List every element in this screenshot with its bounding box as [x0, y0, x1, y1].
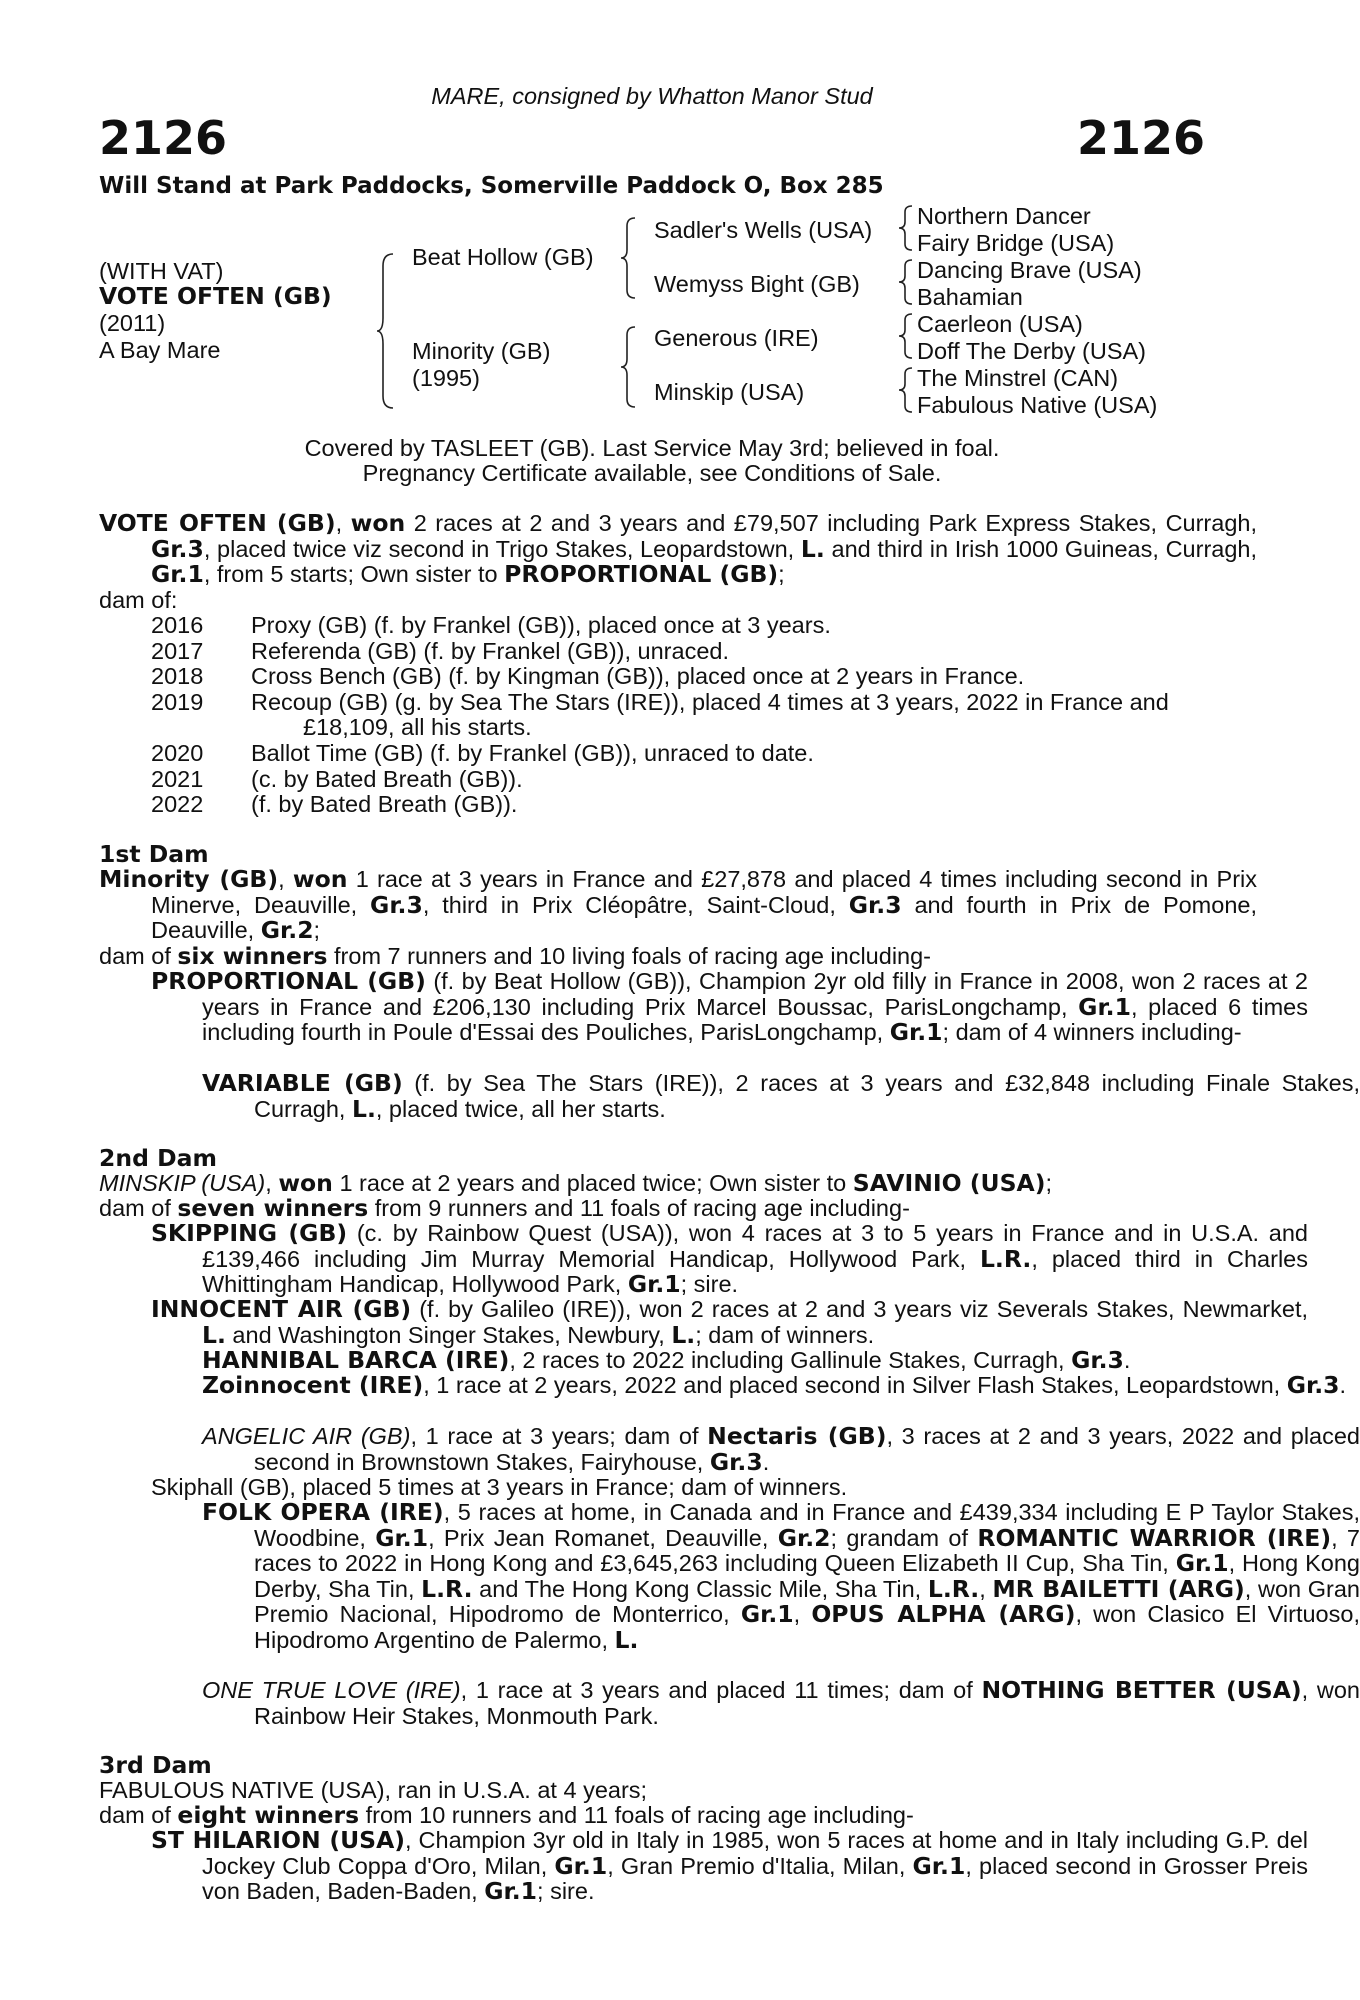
won-label: won [292, 865, 348, 893]
text: , 1 race at 3 years and placed 11 times; dam of [460, 1677, 982, 1703]
horse-name: FOLK OPERA (IRE) [202, 1498, 444, 1526]
text: ; [1045, 1170, 1053, 1196]
variable-entry [99, 1071, 1360, 1122]
grade: Gr.3 [1286, 1371, 1340, 1399]
won-label: won [350, 509, 406, 537]
text: , Champion 3yr old in Italy in 1985, won 5 races at home and in Italy including G.P. del Jockey Club Coppa d'Oro, Milan, [202, 1827, 1308, 1879]
progeny-row [151, 639, 1205, 665]
text: , placed 6 times including fourth in Poule d'Essai des Pouliches, ParisLongchamp, [202, 993, 1308, 1046]
text: 1 race at 2 years and placed twice; Own sister to [332, 1170, 853, 1196]
horse-name: ST HILARION (USA) [151, 1826, 406, 1854]
winners-count: six winners [177, 942, 328, 970]
grade: Gr.1 [1175, 1549, 1229, 1578]
dam-dam: Minskip (USA) [654, 379, 805, 405]
text: (f. by Sea The Stars (IRE)), 2 races at 3 years and £32,848 including Finale Stakes, Curragh, [254, 1070, 1360, 1122]
grade: Gr.1 [375, 1523, 429, 1552]
text: , placed third in Charles Whittingham Handicap, Hollywood Park, [202, 1245, 1308, 1298]
progeny-text: (c. by Bated Breath (GB)). [251, 765, 523, 792]
dam-sire: Generous (IRE) [654, 325, 819, 351]
zoinnocent-entry [99, 1373, 1360, 1399]
lot-year: (2011) [99, 310, 166, 336]
text: , third in Prix Cléopâtre, Saint-Cloud, [422, 891, 849, 918]
sire-name: Beat Hollow (GB) [412, 244, 594, 270]
grade: L. [202, 1320, 226, 1349]
text: and Washington Singer Stakes, Newbury, [225, 1321, 672, 1348]
text: ; grandam of [830, 1524, 978, 1551]
text: , 5 races at home, in Canada and in France and £439,334 including E P Taylor Stakes, Woodbine, [254, 1499, 1360, 1551]
horse-name: SKIPPING (GB) [151, 1219, 348, 1247]
progeny-year: 2018 [151, 663, 204, 690]
progeny-year: 2022 [151, 791, 204, 818]
lot-horse-name: VOTE OFTEN (GB) [99, 282, 332, 310]
sire-sire: Sadler's Wells (USA) [654, 217, 873, 243]
lot-number-right: 2126 [1076, 111, 1205, 165]
text: , Prix Jean Romanet, Deauville, [428, 1524, 778, 1551]
winners-count: seven winners [177, 1194, 369, 1222]
progeny-row [151, 664, 1205, 690]
progeny-row [151, 767, 1205, 793]
proportional-entry [99, 969, 1308, 1046]
text: dam of [99, 1802, 178, 1828]
horse-name: INNOCENT AIR (GB) [151, 1295, 412, 1323]
one-true-love-entry [99, 1678, 1360, 1729]
text: , placed second in Grosser Preis von Baden, Baden-Baden, [202, 1852, 1308, 1905]
text: , 1 race at 3 years; dam of [410, 1423, 708, 1449]
covered-line: Covered by TASLEET (GB). Last Service May 3rd; believed in foal. [304, 435, 1000, 461]
sire-brace [619, 216, 639, 300]
horse-name: ANGELIC AIR (GB) [202, 1423, 411, 1449]
horse-name: VARIABLE (GB) [202, 1069, 403, 1097]
grade: Gr.2 [777, 1523, 831, 1552]
text: , Gran Premio d'Italia, Milan, [607, 1852, 913, 1879]
skiphall-entry: Skiphall (GB), placed 5 times at 3 years in France; dam of winners. [151, 1474, 848, 1500]
text: and The Hong Kong Classic Mile, Sha Tin, [472, 1575, 928, 1602]
grade: Gr.3 [1071, 1346, 1124, 1374]
sire-dam: Wemyss Bight (GB) [654, 271, 860, 297]
hannibal-entry [99, 1348, 1308, 1374]
grade: Gr.1 [554, 1851, 608, 1880]
text: ; dam of winners. [695, 1321, 875, 1348]
horse-name: ROMANTIC WARRIOR (IRE) [977, 1523, 1332, 1552]
horse-name: HANNIBAL BARCA (IRE) [202, 1346, 510, 1374]
mare-text-4: , from 5 starts; Own sister to [203, 561, 505, 588]
progeny-text: (f. by Bated Breath (GB)). [251, 791, 518, 818]
vat-note: (WITH VAT) [99, 258, 224, 284]
progeny-year: 2020 [151, 739, 204, 766]
mare-paragraph: VOTE OFTEN (GB), won 2 races at 2 and 3 years and £79,507 including Park Express Stakes, Curragh, Gr.3, placed twice viz second in Trigo Stakes, Leopardstown, L. and third in Irish 1000 Guineas, Curragh, Gr.1, from 5 starts; Own sister to PROPORTIONAL (GB); [99, 509, 1258, 589]
progeny-text: Proxy (GB) (f. by Frankel (GB)), placed once at 3 years. [251, 612, 831, 638]
dam-of-label: dam of: [99, 587, 178, 613]
progeny-row [151, 741, 1205, 767]
grade: Gr.3 [709, 1447, 763, 1476]
mare-text-2: , placed twice viz second in Trigo Stakes, Leopardstown, [203, 535, 801, 562]
ddd: Fabulous Native (USA) [917, 392, 1158, 418]
second-dam-damof [99, 1196, 910, 1222]
text: from 7 runners and 10 living foals of racing age including- [327, 943, 932, 969]
first-dam-paragraph: Minority (GB), won 1 race at 3 years in France and £27,878 and placed 4 times including second in Prix Minerve, Deauville, Gr.3, third in Prix Cléopâtre, Saint-Cloud, Gr.3 and fourth in Prix de Pomone, Deauville, Gr.2; [99, 865, 1258, 945]
main-brace [375, 252, 397, 410]
text: and fourth in Prix de Pomone, Deauville, [151, 891, 1258, 944]
text: (f. by Galileo (IRE)), won 2 races at 2 and 3 years viz Severals Stakes, Newmarket, [411, 1296, 1308, 1322]
text: from 9 runners and 11 foals of racing age including- [368, 1195, 910, 1221]
text: , 3 races at 2 and 3 years, 2022 and placed second in Brownstown Stakes, Fairyhouse, [254, 1423, 1360, 1475]
text: ; sire. [680, 1271, 739, 1298]
progeny-row [151, 690, 1205, 741]
text: , [979, 1575, 993, 1602]
grade: L.R. [979, 1244, 1032, 1273]
text: dam of [99, 1195, 178, 1221]
horse-name: Zoinnocent (IRE) [202, 1371, 424, 1399]
innocent-air-entry [99, 1297, 1308, 1348]
dds: The Minstrel (CAN) [917, 365, 1119, 391]
grade: L. [800, 534, 825, 563]
grade: L.R. [421, 1574, 473, 1603]
grade: L. [614, 1625, 639, 1654]
mare-name: VOTE OFTEN (GB) [99, 509, 336, 537]
first-dam-heading: 1st Dam [99, 840, 209, 868]
grade: Gr.1 [627, 1270, 681, 1299]
progeny-text: Cross Bench (GB) (f. by Kingman (GB)), placed once at 2 years in France. [251, 663, 1025, 690]
sister-name: PROPORTIONAL (GB) [504, 560, 779, 589]
grade: L.R. [927, 1574, 980, 1603]
progeny-text: Referenda (GB) (f. by Frankel (GB)), unraced. [251, 637, 729, 664]
angelic-air-entry [99, 1424, 1360, 1475]
winners-count: eight winners [177, 1801, 360, 1829]
ds-brace [897, 312, 915, 360]
dam-brace [619, 325, 639, 409]
sss: Northern Dancer [917, 203, 1091, 229]
grade: L. [351, 1094, 376, 1123]
sister-name: SAVINIO (USA) [852, 1169, 1046, 1197]
text: , won Clasico El Virtuoso, Hipodromo Argentino de Palermo, [254, 1601, 1360, 1653]
grade: Gr.1 [889, 1018, 943, 1047]
progeny-list [151, 613, 1205, 818]
dsd: Doff The Derby (USA) [917, 338, 1146, 364]
dam-name: MINSKIP (USA) [99, 1170, 266, 1196]
ssd: Fairy Bridge (USA) [917, 230, 1115, 256]
progeny-year: 2016 [151, 612, 204, 638]
text: . [762, 1448, 770, 1475]
sd-brace [897, 258, 915, 306]
sds: Dancing Brave (USA) [917, 257, 1142, 283]
text: from 10 runners and 11 foals of racing age including- [359, 1802, 914, 1828]
progeny-row [151, 792, 1205, 818]
consignor-line: MARE, consigned by Whatton Manor Stud [431, 83, 873, 109]
text: (c. by Rainbow Quest (USA)), won 4 races at 3 to 5 years in France and in U.S.A. and £139,466 including Jim Murray Memorial Handicap, Hollywood Park, [202, 1220, 1309, 1272]
grade: Gr.3 [848, 890, 902, 919]
second-dam-heading: 2nd Dam [99, 1144, 217, 1172]
won-label: won [278, 1169, 333, 1197]
progeny-year: 2017 [151, 637, 204, 664]
text: 1 race at 3 years in France and £27,878 and placed 4 times including second in Prix Minerve, Deauville, [151, 866, 1258, 918]
grade: Gr.1 [912, 1851, 966, 1880]
lot-description: A Bay Mare [99, 337, 221, 363]
grade: Gr.1 [151, 560, 204, 589]
grade: Gr.3 [151, 534, 204, 563]
horse-name: OPUS ALPHA (ARG) [811, 1600, 1076, 1629]
skipping-entry [99, 1221, 1308, 1298]
progeny-text: Recoup (GB) (g. by Sea The Stars (IRE)), placed 4 times at 3 years, 2022 in France and £18,109, all his starts. [251, 688, 1169, 741]
text: . [1123, 1347, 1131, 1373]
text: ; dam of 4 winners including- [942, 1019, 1242, 1046]
ss-brace [897, 204, 915, 252]
third-dam-heading: 3rd Dam [99, 1751, 212, 1779]
text: , Hong Kong Derby, Sha Tin, [254, 1550, 1360, 1602]
text: , [793, 1601, 812, 1628]
grade: Gr.1 [484, 1877, 538, 1906]
grade: Gr.1 [1078, 992, 1131, 1021]
text: , placed twice, all her starts. [375, 1095, 666, 1122]
sdd: Bahamian [917, 284, 1023, 310]
horse-name: ONE TRUE LOVE (IRE) [202, 1677, 461, 1703]
pregnancy-line: Pregnancy Certificate available, see Conditions of Sale. [362, 460, 942, 486]
dd-brace [897, 366, 915, 414]
text: , 2 races to 2022 including Gallinule Stakes, Curragh, [509, 1347, 1072, 1373]
lot-number-left: 2126 [99, 111, 228, 165]
text: , won Rainbow Heir Stakes, Monmouth Park. [254, 1677, 1360, 1729]
text: , won Gran Premio Nacional, Hipodromo de Monterrico, [254, 1575, 1360, 1628]
progeny-year: 2019 [151, 688, 204, 715]
text: . [1339, 1372, 1347, 1398]
mare-text-1: 2 races at 2 and 3 years and £79,507 including Park Express Stakes, Curragh, [405, 510, 1257, 536]
text: , 1 race at 2 years, 2022 and placed second in Silver Flash Stakes, Leopardstown, [423, 1372, 1287, 1398]
progeny-text: Ballot Time (GB) (f. by Frankel (GB)), unraced to date. [251, 739, 814, 766]
text: dam of [99, 943, 178, 969]
horse-name: MR BAILETTI (ARG) [992, 1574, 1245, 1603]
text: , 7 races to 2022 in Hong Kong and £3,645,263 including Queen Elizabeth II Cup, Sha Tin, [254, 1524, 1360, 1577]
text: ; [313, 917, 321, 944]
grade: L. [671, 1320, 696, 1349]
text: (f. by Beat Hollow (GB)), Champion 2yr old filly in France in 2008, won 2 races at 2 years in France and £206,130 including Prix Marcel Boussac, ParisLongchamp, [202, 968, 1308, 1020]
grade: Gr.1 [740, 1600, 794, 1629]
dam-name: Minority (GB) [99, 865, 279, 893]
third-dam-damof [99, 1803, 914, 1829]
grade: Gr.2 [260, 916, 314, 945]
dss: Caerleon (USA) [917, 311, 1083, 337]
progeny-row [151, 613, 1205, 639]
progeny-year: 2021 [151, 765, 204, 792]
mare-text-3: and third in Irish 1000 Guineas, Curragh, [824, 535, 1258, 562]
dam-name: Minority (GB) [412, 338, 551, 364]
first-dam-damof [99, 944, 931, 970]
stand-location: Will Stand at Park Paddocks, Somerville Paddock O, Box 285 [99, 173, 884, 199]
second-dam-line: MINSKIP (USA), won 1 race at 2 years and placed twice; Own sister to SAVINIO (USA); [99, 1169, 1053, 1197]
mare-text-5: ; [778, 561, 785, 588]
st-hilarion-entry [99, 1828, 1308, 1905]
dam-year: (1995) [412, 365, 480, 391]
text: ; sire. [537, 1878, 595, 1905]
folk-opera-entry [99, 1500, 1360, 1654]
third-dam-line: FABULOUS NATIVE (USA), ran in U.S.A. at 4 years; [99, 1777, 648, 1803]
grade: Gr.3 [370, 890, 423, 919]
horse-name: Nectaris (GB) [707, 1422, 887, 1450]
horse-name: NOTHING BETTER (USA) [981, 1676, 1302, 1704]
horse-name: PROPORTIONAL (GB) [151, 967, 426, 995]
